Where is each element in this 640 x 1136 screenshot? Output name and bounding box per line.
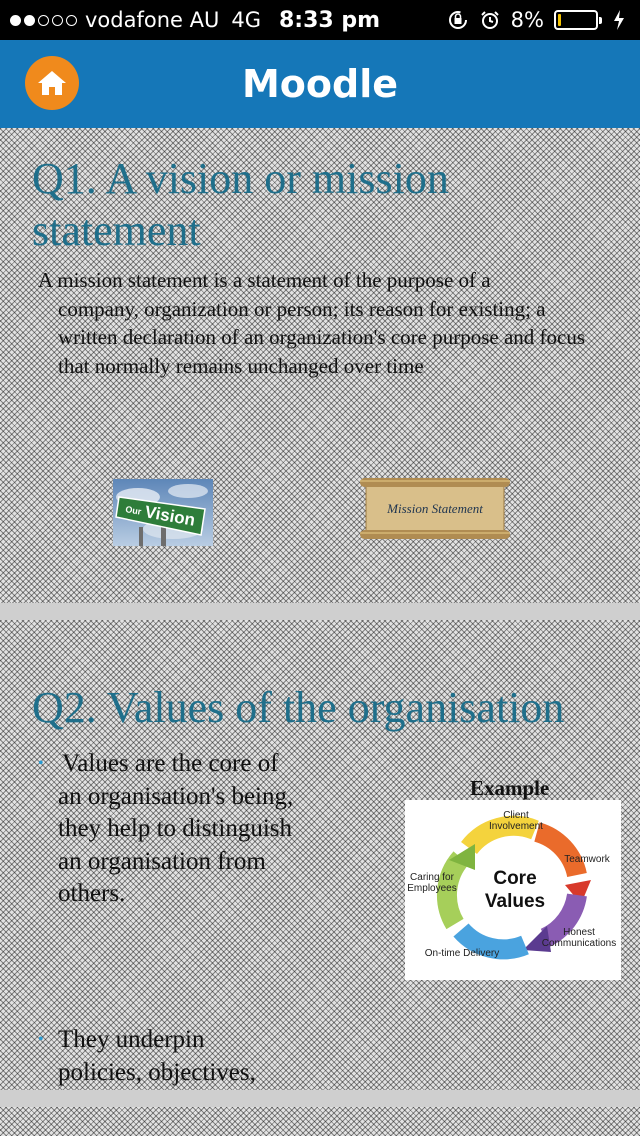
slide-values (0, 620, 640, 1090)
vision-sign-small: Our (124, 504, 143, 517)
battery-icon (554, 10, 598, 30)
value-honest-communications: Honest Communications (541, 927, 617, 949)
paragraph-first-line: A mission statement is a statement of the purpose of a (38, 268, 491, 292)
lesson-content[interactable] (0, 128, 640, 1136)
slide-heading: Q2. Values of the organisation (32, 683, 565, 732)
status-bar (0, 0, 640, 40)
slide-divider (0, 1090, 640, 1107)
bullet-first-line: They underpin (58, 1026, 205, 1053)
slide-vision-mission (0, 128, 640, 603)
home-icon (35, 68, 69, 98)
home-button[interactable] (25, 56, 79, 110)
our-vision-sign-image (113, 479, 213, 546)
core-values-line2: Values (484, 891, 546, 912)
app-title: Moodle (241, 62, 399, 106)
example-label: Example (470, 776, 550, 800)
signal-strength-icon (10, 15, 77, 26)
value-caring-for-employees: Caring for Employees (407, 872, 457, 894)
carrier-name: vodafone AU (85, 8, 220, 32)
slide-divider (0, 603, 640, 620)
bullet-rest: an organisation's being, they help to distinguish an organisation from others. (58, 782, 294, 907)
vision-sign-big: Vision (143, 502, 197, 530)
slide-heading: Q1. A vision or mission statement (32, 154, 449, 255)
charging-bolt-icon (608, 9, 630, 31)
value-client-involvement: Client Involvement (489, 810, 543, 832)
bullet-values-underpin (38, 1024, 298, 1089)
rotation-lock-icon (447, 9, 469, 31)
mission-definition-text (38, 266, 608, 380)
core-values-diagram (405, 800, 621, 980)
bullet-icon: • (38, 755, 44, 772)
bullet-rest: policies, objectives, (58, 1058, 256, 1086)
mission-statement-scroll-image (360, 476, 510, 541)
alarm-icon (479, 9, 501, 31)
app-header (0, 40, 640, 128)
battery-percent: 8% (510, 8, 544, 32)
value-on-time-delivery: On-time Delivery (424, 948, 500, 959)
bullet-first-line: Values are the core of (62, 750, 279, 777)
bullet-icon: • (38, 1031, 44, 1048)
core-values-line1: Core (493, 868, 537, 889)
bullet-values-core (38, 748, 318, 911)
paragraph-rest: company, organization or person; its reason for existing; a written declaration of an organization's core purpose and focus that normally remains unchanged over time (58, 296, 586, 378)
value-teamwork: Teamwork (564, 854, 610, 865)
clock: 8:33 pm (279, 7, 381, 33)
network-type: 4G (231, 8, 261, 32)
mission-scroll-text: Mission Statement (387, 501, 483, 516)
